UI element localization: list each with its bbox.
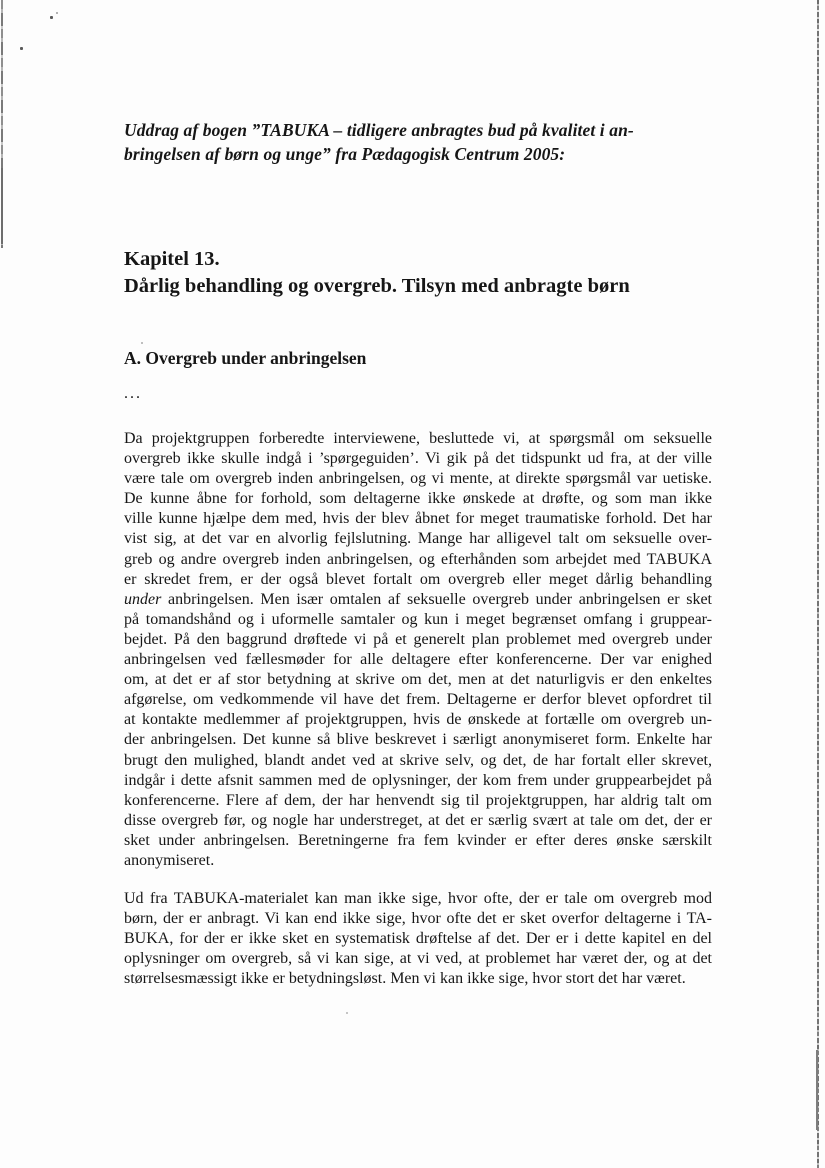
text-line: Ud fra TABUKA-materialet kan man ikke sige, hvor ofte, der er tale om overgreb mod: [124, 890, 712, 907]
text-line: Da projektgruppen forberedte interviewene, besluttede vi, at spørgsmål om seksuelle: [124, 430, 712, 447]
text-line: De kunne åbne for forhold, som deltagerne ikke ønskede at drøfte, og som man ikke: [124, 490, 712, 508]
scan-noise-speck: [50, 16, 53, 19]
text-line: konferencerne. Flere af dem, der har henvendt sig til projektgruppen, har aldrig talt om: [124, 791, 712, 809]
text-line: på tomandshånd og i uformelle samtaler og kun i meget begrænset omfang i gruppear-: [124, 610, 712, 628]
text-line: brugt den mulighed, blandt andet ved at skrive selv, og det, de har fortalt eller skrevet,: [124, 751, 712, 769]
book-reference-header: [124, 119, 712, 166]
text-line: bejdet. På den baggrund drøftede vi på et generelt plan problemet med overgreb under: [124, 630, 712, 648]
text-line: Kapitel 13.: [124, 248, 220, 270]
section-heading: A. Overgreb under anbringelsen: [124, 348, 367, 368]
scan-noise-speck: [20, 47, 23, 50]
text-line: størrelsesmæssigt ikke er betydningsløst. Men vi kan ikke sige, hvor stort det har været.: [124, 970, 686, 988]
text-line: indgår i dette afsnit sammen med de oplysninger, der kom frem under gruppearbejdet på: [124, 771, 712, 789]
text-line: ville kunne hjælpe dem med, hvis der blev åbnet for meget traumatiske forhold. Det har: [124, 510, 712, 528]
text-line: greb og andre overgreb inden anbringelsen, og efterhånden som arbejdet med TABUKA: [124, 550, 712, 568]
text-line: vist sig, at det var en alvorlig fejlslutning. Mange har alligevel talt om seksuelle over-: [124, 530, 712, 548]
text-line: om, at det er af stor betydning at skrive om det, men at det naturligvis er den enkeltes: [124, 671, 712, 689]
scan-edge-line-left-dark-segment: [1, 168, 3, 244]
text-line: BUKA, for der er ikke sket en systematisk drøftelse af det. Der er i dette kapitel en del: [124, 930, 712, 948]
body-paragraph-2: [124, 889, 712, 989]
text-line: anonymiseret.: [124, 851, 215, 869]
scan-noise-speck: [346, 1012, 348, 1014]
text-line: være tale om overgreb inden anbringelsen, og vi mente, at direkte spørgsmål var uetiske.: [124, 470, 712, 488]
text-line: anbringelsen ved fællesmøder for alle deltagere efter konferencerne. Der var enighed: [124, 651, 712, 669]
body-paragraph-1: [124, 429, 712, 871]
text-line: at kontakte medlemmer af projektgruppen, hvis de ønskede at fortælle om overgreb un-: [124, 711, 712, 729]
text-line: der anbringelsen. Det kunne så blive beskrevet i særligt anonymiseret form. Enkelte har: [124, 731, 712, 749]
text-line: Dårlig behandling og overgreb. Tilsyn med anbragte børn: [124, 275, 630, 297]
text-line: bringelsen af børn og unge” fra Pædagogisk Centrum 2005:: [124, 143, 566, 164]
chapter-heading: [124, 246, 712, 300]
text-line: disse overgreb før, og nogle har understreget, at det er særlig svært at tale om det, der er: [124, 811, 712, 829]
text-line: under anbringelsen. Men især omtalen af seksuelle overgreb under anbringelsen er sket: [124, 590, 712, 608]
text-line: børn, der er anbragt. Vi kan end ikke sige, hvor ofte det er sket overfor deltagerne i TA-: [124, 910, 712, 928]
scan-edge-line-right-solid-segment: [816, 1050, 818, 1130]
scan-edge-line-right: [817, 0, 819, 1168]
text-line: afgørelse, om vedkommende vil have det frem. Deltagerne er derfor blevet opfordret til: [124, 691, 712, 709]
text-line: sket under anbringelsen. Beretningerne fra fem kvinder er efter deres ønske særskilt: [124, 831, 712, 849]
ellipsis-mark: ...: [124, 385, 142, 402]
text-line: er skredet frem, er der også blevet fortalt om overgreb eller meget dårlig behandling: [124, 570, 712, 588]
text-line: oplysninger om overgreb, så vi kan sige, at vi ved, at problemet har været der, og at det: [124, 950, 712, 968]
text-line: overgreb ikke skulle indgå i ’spørgeguiden’. Vi gik på det tidspunkt ud fra, at der ville: [124, 450, 712, 468]
scan-noise-speck: [141, 342, 143, 344]
text-line: Uddrag af bogen ”TABUKA – tidligere anbragtes bud på kvalitet i an-: [124, 120, 634, 140]
scan-noise-speck: [56, 12, 58, 14]
